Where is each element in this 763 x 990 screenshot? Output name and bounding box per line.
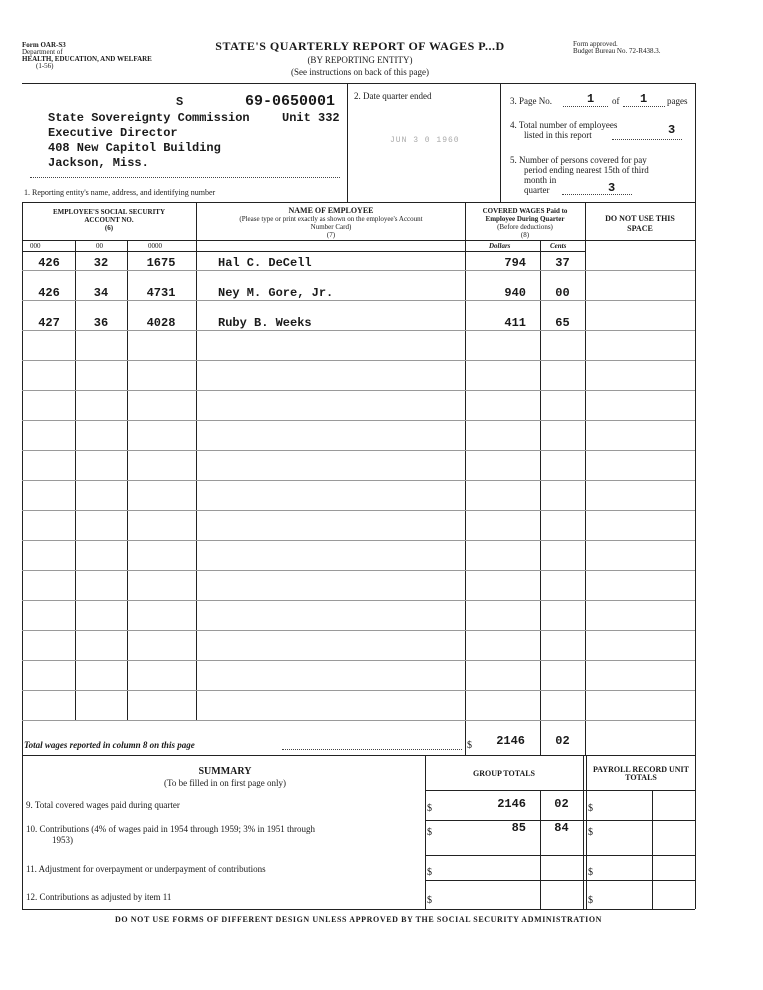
ssn-serial-number: 4731 (146, 286, 176, 300)
ssn-group-number: 32 (93, 256, 109, 270)
form-approved: Form approved. (573, 40, 618, 48)
summary-dollar-sign: $ (427, 895, 432, 906)
entity-field-label: 1. Reporting entity's name, address, and identifying number (24, 188, 216, 197)
payroll-dollar-sign: $ (588, 895, 593, 906)
summary-title: SUMMARY (198, 766, 252, 777)
payroll-dollar-sign: $ (588, 827, 593, 838)
summary-item-label: 9. Total covered wages paid during quarter (26, 800, 180, 810)
summary-dollar-sign: $ (427, 867, 432, 878)
entity-id-number: 69-0650001 (245, 93, 336, 110)
ssn-subheader-area: 000 (30, 242, 41, 250)
summary-item-label: 11. Adjustment for overpayment or underpayment of contributions (26, 864, 266, 874)
wages-cents: 37 (555, 256, 570, 270)
quarter-date-stamp: JUN 3 0 1960 (390, 136, 460, 145)
summary-cents: 84 (554, 821, 569, 835)
wages-column-header: COVERED WAGES Paid to Employee During Quarter (Before deductions) (8) (482, 207, 568, 239)
wages-dollars: 940 (504, 286, 526, 300)
employee-name: Hal C. DeCell (218, 256, 312, 270)
department-name: HEALTH, EDUCATION, AND WELFARE (22, 55, 152, 63)
summary-item-label: 12. Contributions as adjusted by item 11 (26, 892, 172, 902)
entity-s-mark: S (176, 95, 184, 109)
department-label: Department of (22, 48, 63, 56)
quarter-ended-label: 2. Date quarter ended (354, 91, 432, 101)
pages-label: pages (667, 96, 688, 106)
covered-persons-value: 3 (608, 181, 616, 195)
wages-dollars: 794 (504, 256, 526, 270)
summary-dollars: 2146 (497, 797, 526, 811)
ssn-area-number: 426 (38, 256, 60, 270)
employee-name: Ruby B. Weeks (218, 316, 312, 330)
ssn-column-header: EMPLOYEE'S SOCIAL SECURITY ACCOUNT NO. (6) (52, 208, 166, 232)
entity-address-line-1: 408 New Capitol Building (48, 141, 221, 155)
entity-unit: Unit 332 (282, 111, 340, 125)
summary-item-label: 10. Contributions (4% of wages paid in 1954 through 1959; 3% in 1951 through (26, 824, 315, 834)
wages-cents: 65 (555, 316, 570, 330)
ssn-area-number: 427 (38, 316, 60, 330)
page-title: STATE'S QUARTERLY REPORT OF WAGES P...D (215, 39, 505, 53)
summary-dollars: 85 (511, 821, 526, 835)
entity-address-line-2: Jackson, Miss. (48, 156, 149, 170)
instructions-note: (See instructions on back of this page) (291, 67, 429, 77)
total-wages-dollars: 2146 (496, 734, 525, 748)
dollars-subheader: Dollars (489, 242, 511, 250)
total-dollar-sign: $ (467, 740, 472, 751)
wages-dollars: 411 (504, 316, 526, 330)
ssn-serial-number: 1675 (146, 256, 176, 270)
total-wages-cents: 02 (555, 734, 570, 748)
cents-subheader: Cents (550, 242, 567, 250)
page-of-label: of (612, 96, 620, 106)
footer-notice: DO NOT USE FORMS OF DIFFERENT DESIGN UNLESS APPROVED BY THE SOCIAL SECURITY ADMINISTRATION (114, 915, 603, 924)
summary-dollar-sign: $ (427, 827, 432, 838)
ssn-subheader-serial: 0000 (148, 242, 162, 250)
page-subtitle: (BY REPORTING ENTITY) (307, 55, 413, 65)
entity-name-line-1: State Sovereignty Commission (48, 111, 250, 125)
entity-name-line-2: Executive Director (48, 126, 178, 140)
payroll-dollar-sign: $ (588, 803, 593, 814)
wages-cents: 00 (555, 286, 570, 300)
form-date-code: (1-56) (36, 62, 54, 70)
total-wages-label: Total wages reported in column 8 on this page (24, 740, 195, 750)
budget-bureau-no: Budget Bureau No. 72-R438.3. (573, 47, 661, 55)
covered-persons-label: 5. Number of persons covered for pay period ending nearest 15th of third month in quarter (510, 155, 649, 195)
payroll-record-header: PAYROLL RECORD UNIT TOTALS (592, 765, 689, 782)
summary-subtitle: (To be filled in on first page only) (163, 778, 287, 788)
group-totals-header: GROUP TOTALS (472, 769, 536, 778)
ssn-group-number: 36 (93, 316, 109, 330)
summary-cents: 02 (554, 797, 569, 811)
employee-name: Ney M. Gore, Jr. (218, 286, 334, 300)
payroll-dollar-sign: $ (588, 867, 593, 878)
total-employees-value: 3 (668, 123, 676, 137)
total-pages-value: 1 (640, 92, 648, 106)
summary-item-label-cont: 1953) (52, 835, 73, 845)
ssn-area-number: 426 (38, 286, 60, 300)
form-number: Form OAR-S3 (22, 41, 66, 49)
summary-dollar-sign: $ (427, 803, 432, 814)
ssn-subheader-group: 00 (96, 242, 103, 250)
do-not-use-header: DO NOT USE THIS SPACE (605, 214, 675, 233)
page-number-value: 1 (587, 92, 595, 106)
ssn-group-number: 34 (93, 286, 109, 300)
total-employees-label: 4. Total number of employees listed in this report (510, 120, 618, 140)
ssn-serial-number: 4028 (146, 316, 176, 330)
name-column-header: NAME OF EMPLOYEE (Please type or print exactly as shown on the employee's Account Number Card) (7) (239, 206, 423, 239)
page-number-label: 3. Page No. (510, 96, 552, 106)
